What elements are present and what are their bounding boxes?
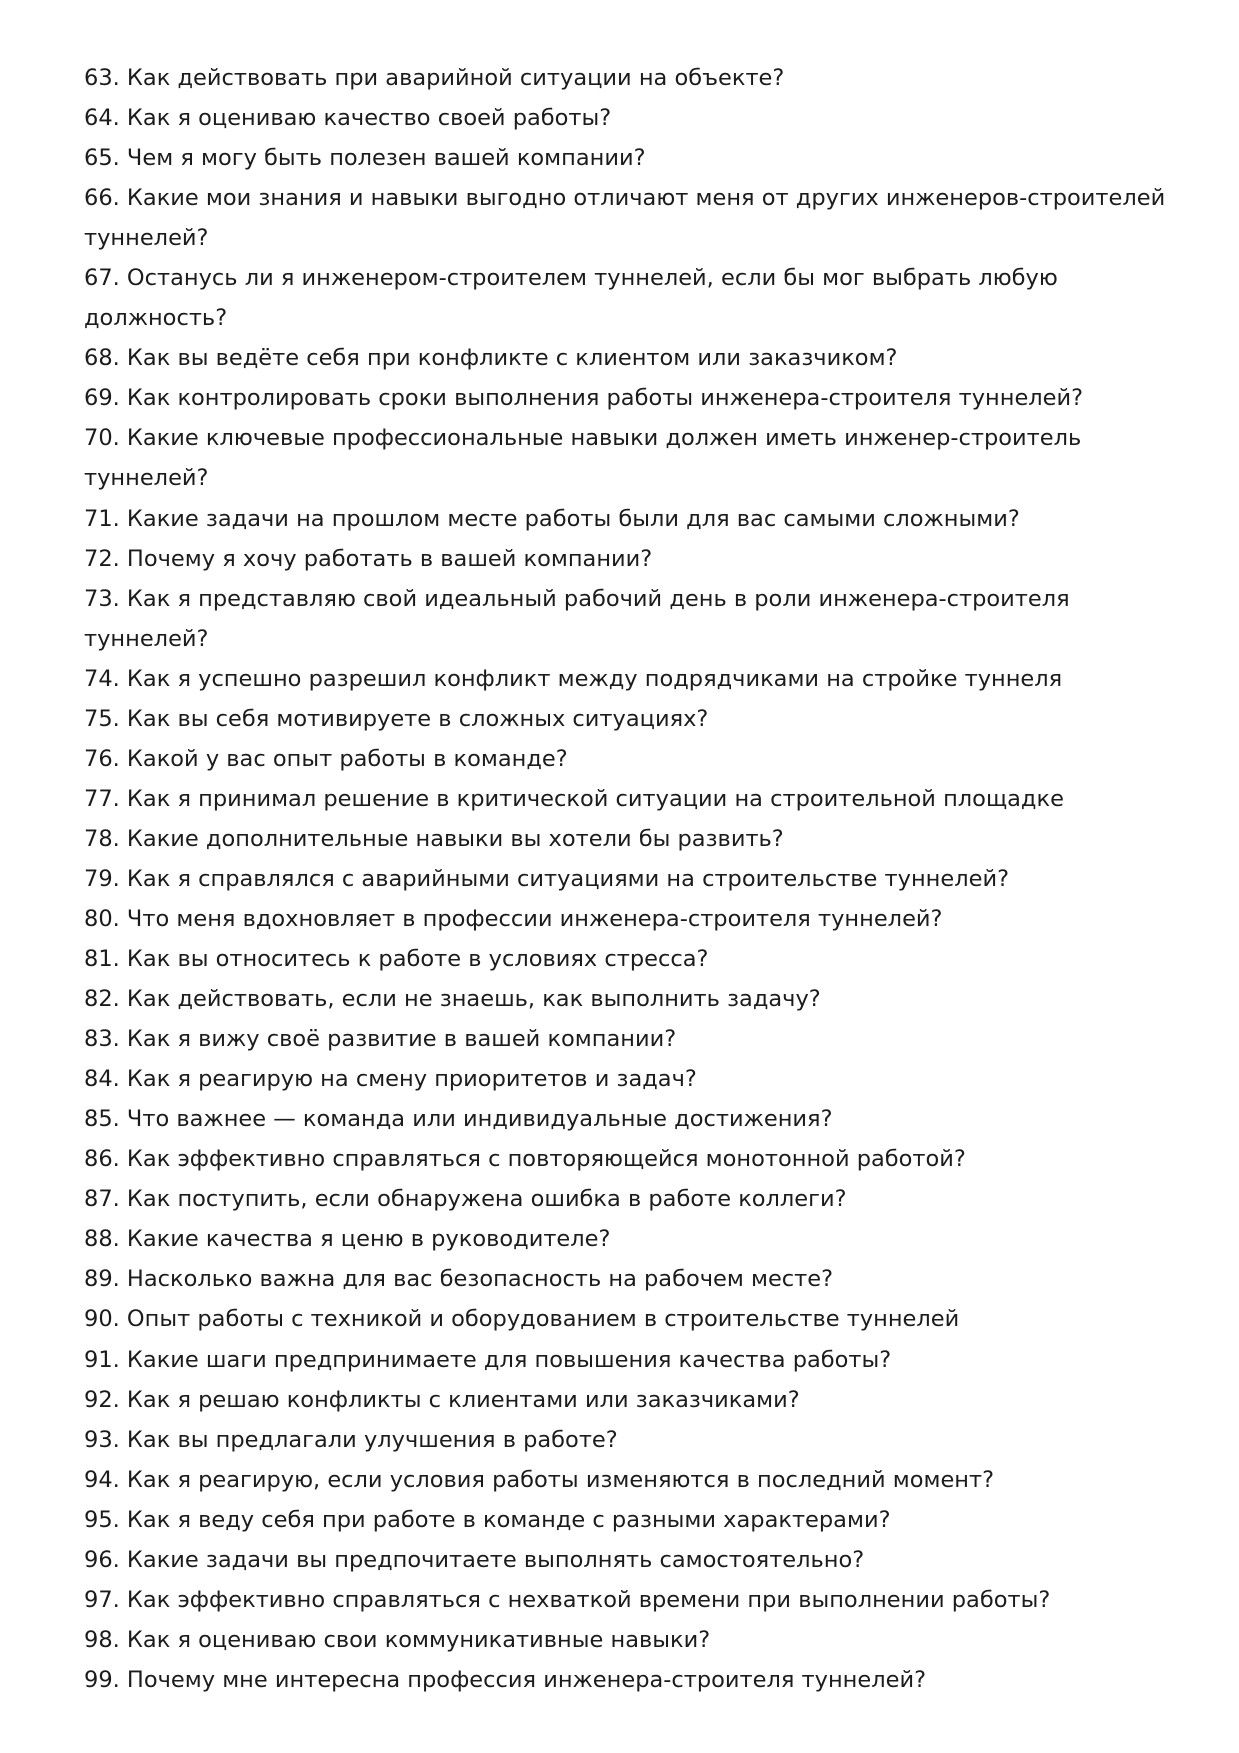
question-item: 83. Как я вижу своё развитие в вашей компании?: [84, 1026, 677, 1053]
question-item: 93. Как вы предлагали улучшения в работе?: [84, 1426, 618, 1453]
question-item: 82. Как действовать, если не знаешь, как выполнить задачу?: [84, 986, 821, 1013]
question-item: 70. Какие ключевые профессиональные навыки должен иметь инженер-строитель туннелей?: [84, 425, 1082, 492]
question-item: 74. Как я успешно разрешил конфликт между подрядчиками на стройке туннеля: [84, 665, 1063, 692]
question-item: 64. Как я оцениваю качество своей работы?: [84, 105, 612, 132]
question-item: 90. Опыт работы с техникой и оборудованием в строительстве туннелей: [84, 1306, 960, 1333]
question-item: 97. Как эффективно справляться с нехваткой времени при выполнении работы?: [84, 1586, 1051, 1613]
question-item: 99. Почему мне интересна профессия инженера-строителя туннелей?: [84, 1666, 927, 1693]
question-item: 65. Чем я могу быть полезен вашей компании?: [84, 145, 646, 172]
question-item: 86. Как эффективно справляться с повторяющейся монотонной работой?: [84, 1146, 966, 1173]
question-item: 71. Какие задачи на прошлом месте работы были для вас самыми сложными?: [84, 505, 1020, 532]
question-item: 75. Как вы себя мотивируете в сложных ситуациях?: [84, 705, 709, 732]
question-item: 88. Какие качества я ценю в руководителе?: [84, 1226, 611, 1253]
question-item: 76. Какой у вас опыт работы в команде?: [84, 745, 568, 772]
question-item: 91. Какие шаги предпринимаете для повышения качества работы?: [84, 1346, 892, 1373]
question-item: 73. Как я представляю свой идеальный рабочий день в роли инженера-строителя туннелей?: [84, 585, 1070, 652]
question-item: 69. Как контролировать сроки выполнения работы инженера-строителя туннелей?: [84, 385, 1084, 412]
question-item: 95. Как я веду себя при работе в команде с разными характерами?: [84, 1506, 891, 1533]
question-item: 63. Как действовать при аварийной ситуации на объекте?: [84, 65, 785, 91]
question-list: [84, 58, 1174, 1700]
question-item: 87. Как поступить, если обнаружена ошибка в работе коллеги?: [84, 1186, 847, 1213]
question-item: 84. Как я реагирую на смену приоритетов и задач?: [84, 1066, 697, 1093]
question-item: 78. Какие дополнительные навыки вы хотели бы развить?: [84, 825, 784, 852]
question-item: 68. Как вы ведёте себя при конфликте с клиентом или заказчиком?: [84, 345, 898, 372]
question-item: 72. Почему я хочу работать в вашей компании?: [84, 545, 653, 572]
question-item: 66. Какие мои знания и навыки выгодно отличают меня от других инженеров-строителей туннелей?: [84, 185, 1166, 252]
question-item: 81. Как вы относитесь к работе в условиях стресса?: [84, 946, 709, 973]
question-item: 67. Останусь ли я инженером-строителем туннелей, если бы мог выбрать любую должность?: [84, 265, 1058, 332]
question-item: 98. Как я оцениваю свои коммуникативные навыки?: [84, 1626, 711, 1653]
question-item: 94. Как я реагирую, если условия работы изменяются в последний момент?: [84, 1466, 995, 1493]
question-item: 77. Как я принимал решение в критической ситуации на строительной площадке: [84, 785, 1064, 812]
question-item: 80. Что меня вдохновляет в профессии инженера-строителя туннелей?: [84, 905, 943, 932]
question-item: 85. Что важнее — команда или индивидуальные достижения?: [84, 1106, 833, 1133]
question-item: 89. Насколько важна для вас безопасность на рабочем месте?: [84, 1266, 834, 1293]
question-item: 96. Какие задачи вы предпочитаете выполнять самостоятельно?: [84, 1546, 865, 1573]
question-item: 92. Как я решаю конфликты с клиентами или заказчиками?: [84, 1386, 800, 1413]
document-page: [84, 58, 1174, 1700]
question-item: 79. Как я справлялся с аварийными ситуациями на строительстве туннелей?: [84, 865, 1010, 892]
